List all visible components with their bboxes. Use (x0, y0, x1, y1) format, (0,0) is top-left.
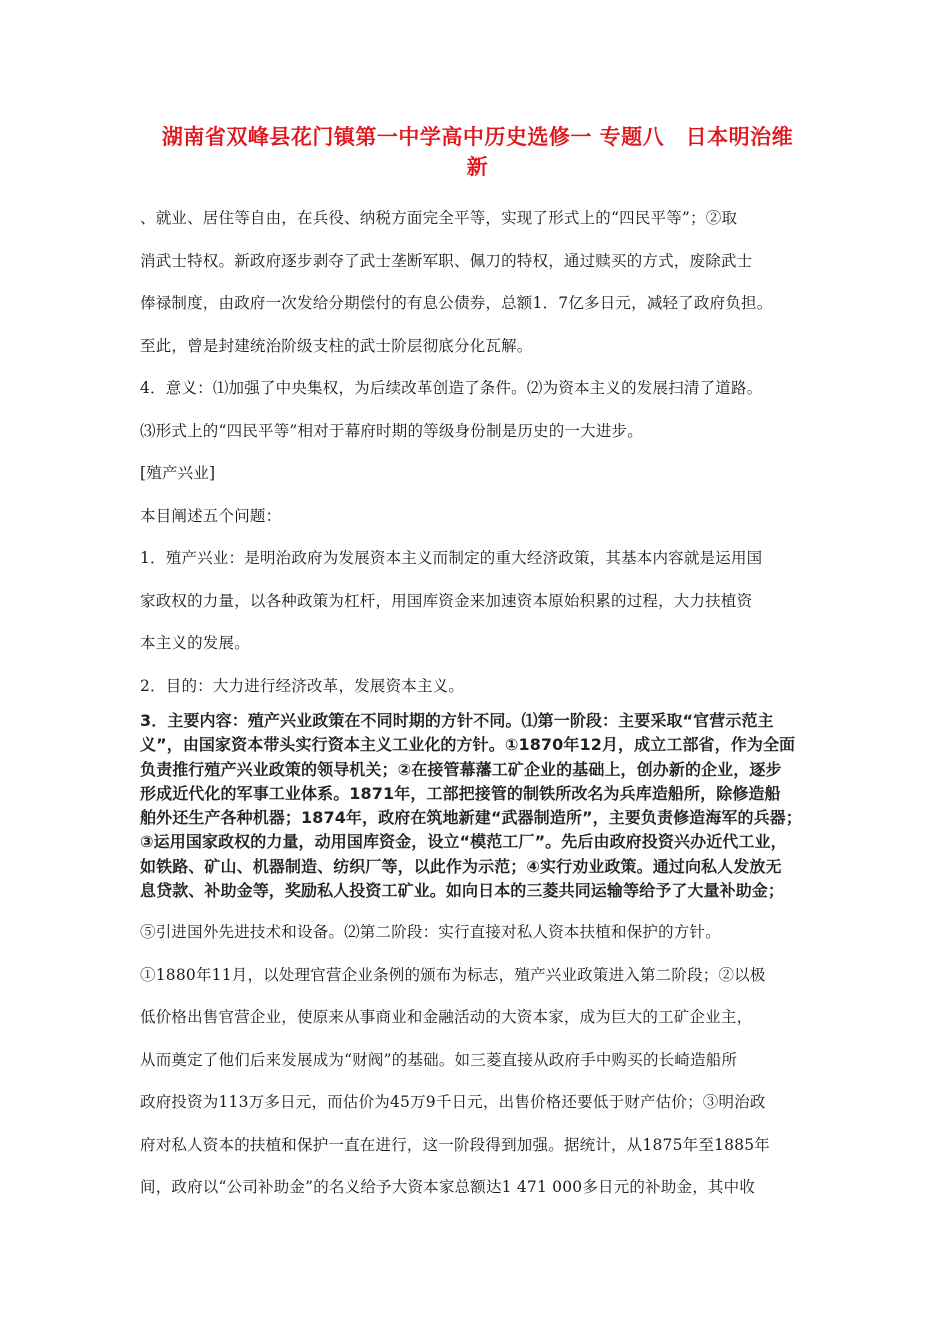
text-line: 家政权的力量，以各种政策为杠杆，用国库资金来加速资本原始积累的过程，大力扶植资 (140, 591, 753, 610)
scanned-text-line: 息贷款、补助金等，奖励私人投资工矿业。如向日本的三菱共同运输等给予了大量补助金； (140, 881, 785, 901)
scanned-text-line: ③运用国家政权的力量，动用国库资金，设立“模范工厂”。先后由政府投资兴办近代工业， (140, 832, 787, 852)
text-line: 1．殖产兴业：是明治政府为发展资本主义而制定的重大经济政策，其基本内容就是运用国 (140, 549, 763, 567)
scanned-text-line: 形成近代化的军事工业体系。1871年，工部把接管的制铁所改名为兵库造船所，除修造船 (140, 783, 781, 803)
scanned-text-line: 舶外还生产各种机器；1874年，政府在筑地新建“武器制造所”，主要负责修造海军的兵器； (140, 808, 802, 828)
scanned-text-line: 3．主要内容：殖产兴业政策在不同时期的方针不同。⑴第一阶段：主要采取“官营示范主 (140, 711, 774, 730)
document-title (140, 122, 815, 182)
title-line-1: 湖南省双峰县花门镇第一中学高中历史选修一 专题八 日本明治维 (161, 125, 794, 149)
body-section-1 (140, 197, 815, 707)
body-section-2 (140, 911, 815, 1209)
scanned-text-line: 如铁路、矿山、机器制造、纺织厂等，以此作为示范；④实行劝业政策。通过向私人发放无 (140, 856, 782, 876)
text-line: 低价格出售官营企业，使原来从事商业和金融活动的大资本家，成为巨大的工矿企业主， (140, 1008, 753, 1027)
text-line: 本目阐述五个问题： (140, 506, 282, 525)
text-line: ⑶形式上的“四民平等”相对于幕府时期的等级身份制是历史的一大进步。 (140, 421, 643, 440)
text-line: 间，政府以“公司补助金”的名义给予大资本家总额达1 471 000多日元的补助金，其中收 (140, 1178, 756, 1197)
text-line: 政府投资为113万多日元，而估价为45万9千日元，出售价格还要低于财产估价；③明治政 (140, 1093, 766, 1112)
text-line: 本主义的发展。 (140, 634, 250, 652)
text-line: 从而奠定了他们后来发展成为“财阀”的基础。如三菱直接从政府手中购买的长崎造船所 (140, 1050, 738, 1069)
text-line: 、就业、居住等自由，在兵役、纳税方面完全平等，实现了形式上的“四民平等”；②取 (140, 209, 738, 227)
scanned-paragraph (140, 709, 815, 903)
text-line: ①1880年11月，以处理官营企业条例的颁布为标志，殖产兴业政策进入第二阶段；②以极 (140, 965, 766, 984)
text-line: 消武士特权。新政府逐步剥夺了武士垄断军职、佩刀的特权，通过赎买的方式，废除武士 (140, 251, 753, 270)
text-line: 2．目的：大力进行经济改革，发展资本主义。 (140, 676, 465, 695)
text-line: 4．意义：⑴加强了中央集权，为后续改革创造了条件。⑵为资本主义的发展扫清了道路。 (140, 379, 763, 397)
title-line-2: 新 (466, 155, 489, 179)
document-body (140, 197, 815, 1209)
scanned-text-line: 义”，由国家资本带头实行资本主义工业化的方针。①1870年12月，成立工部省，作为全面 (140, 735, 796, 755)
text-line: 俸禄制度，由政府一次发给分期偿付的有息公债券，总额1．7亿多日元，减轻了政府负担。 (140, 294, 773, 312)
text-line: ⑤引进国外先进技术和设备。⑵第二阶段：实行直接对私人资本扶植和保护的方针。 (140, 923, 721, 942)
scanned-text-line: 负责推行殖产兴业政策的领导机关；②在接管幕藩工矿企业的基础上，创办新的企业，逐步 (140, 759, 782, 779)
section-heading: [殖产兴业] (140, 464, 216, 482)
text-line: 至此，曾是封建统治阶级支柱的武士阶层彻底分化瓦解。 (140, 336, 533, 355)
text-line: 府对私人资本的扶植和保护一直在进行，这一阶段得到加强。据统计，从1875年至1885年 (140, 1135, 770, 1154)
